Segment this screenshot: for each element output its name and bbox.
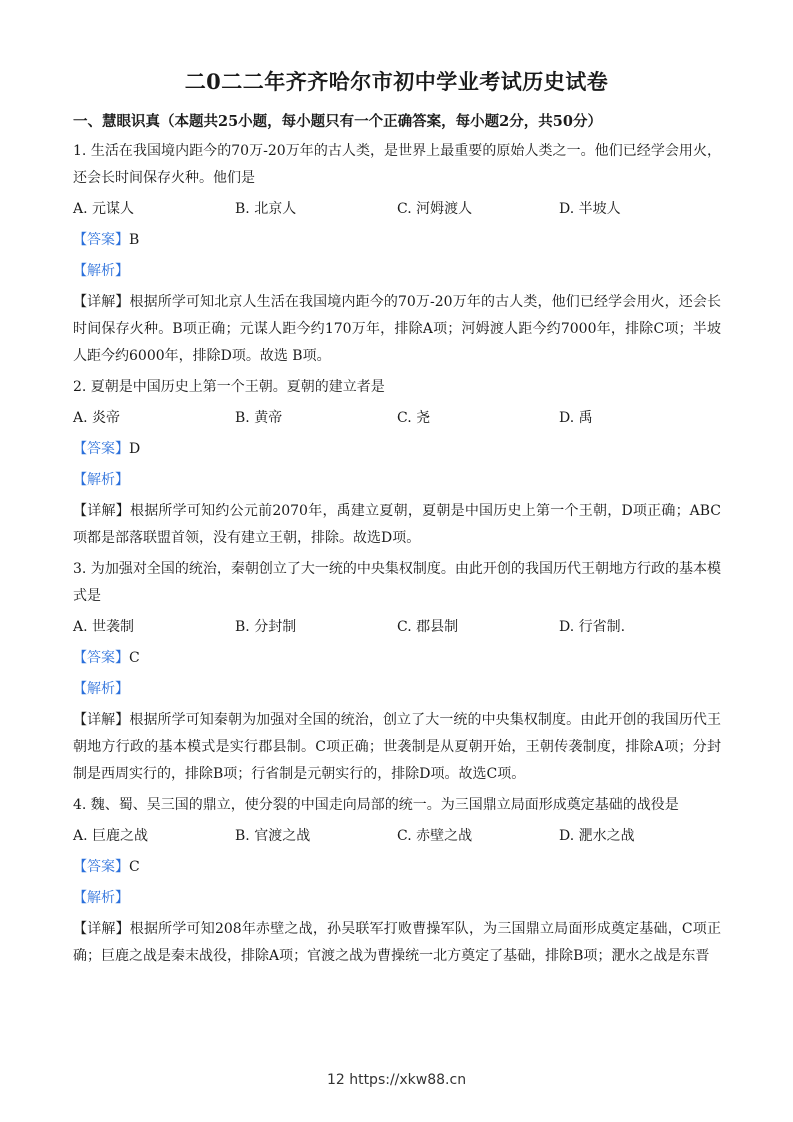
section-heading: 一、慧眼识真（本题共25小题，每小题只有一个正确答案，每小题2分，共50分） — [73, 113, 602, 130]
answer-value: C — [129, 650, 140, 666]
option-item: C. 河姆渡人 — [397, 201, 473, 217]
detail-label: 【详解】 — [73, 294, 130, 310]
answer-line — [73, 227, 721, 254]
question-block — [73, 556, 721, 788]
option-item: D. 禹 — [559, 410, 593, 426]
detail-paragraph — [73, 916, 721, 970]
question-stem: 3. 为加强对全国的统治，秦朝创立了大一统的中央集权制度。由此开创的我国历代王朝地方行政的基本模式是 — [73, 561, 721, 604]
option-item: A. 巨鹿之战 — [73, 828, 149, 844]
option-item: B. 黄帝 — [235, 410, 283, 426]
answer-label: 【答案】 — [73, 859, 129, 875]
detail-paragraph — [73, 289, 721, 370]
answer-line — [73, 854, 721, 881]
option-item: B. 官渡之战 — [235, 828, 311, 844]
question-stem: 4. 魏、蜀、吴三国的鼎立，使分裂的中国走向局部的统一。为三国鼎立局面形成奠定基础的战役是 — [73, 797, 679, 813]
analysis-label: 【解析】 — [73, 890, 129, 906]
questions-container — [73, 138, 721, 974]
options-row — [73, 405, 721, 432]
page-title: 二0二二年齐齐哈尔市初中学业考试历史试卷 — [184, 69, 609, 94]
question-block — [73, 374, 721, 552]
analysis-label: 【解析】 — [73, 472, 129, 488]
question-block — [73, 792, 721, 970]
option-item: A. 炎帝 — [73, 410, 121, 426]
options-row — [73, 196, 721, 223]
options-row — [73, 823, 721, 850]
analysis-label: 【解析】 — [73, 263, 129, 279]
option-item: A. 元谋人 — [73, 201, 135, 217]
answer-value: B — [129, 232, 140, 248]
detail-text: 根据所学可知秦朝为加强对全国的统治，创立了大一统的中央集权制度。由此开创的我国历代王朝地方行政的基本模式是实行郡县制。C项正确；世袭制是从夏朝开始，王朝传袭制度，排除A项；分封制是西周实行的，排除B项；行省制是元朝实行的，排除D项。故选C项。 — [73, 712, 722, 782]
question-block — [73, 138, 721, 370]
options-row — [73, 614, 721, 641]
option-item: B. 分封制 — [235, 619, 297, 635]
detail-label: 【详解】 — [73, 921, 130, 937]
analysis-line — [73, 676, 721, 703]
answer-line — [73, 436, 721, 463]
detail-text: 根据所学可知约公元前2070年，禹建立夏朝，夏朝是中国历史上第一个王朝，D项正确；ABC项都是部落联盟首领，没有建立王朝，排除。故选D项。 — [73, 503, 721, 546]
option-item: D. 行省制. — [559, 619, 626, 635]
option-item: C. 郡县制 — [397, 619, 459, 635]
detail-paragraph — [73, 498, 721, 552]
answer-value: C — [129, 859, 140, 875]
analysis-line — [73, 258, 721, 285]
detail-paragraph — [73, 707, 721, 788]
detail-label: 【详解】 — [73, 503, 130, 519]
page-footer: 12 https://xkw88.cn — [326, 1072, 467, 1088]
option-item: B. 北京人 — [235, 201, 297, 217]
answer-line — [73, 645, 721, 672]
analysis-label: 【解析】 — [73, 681, 129, 697]
option-item: D. 淝水之战 — [559, 828, 635, 844]
analysis-line — [73, 885, 721, 912]
option-item: A. 世袭制 — [73, 619, 135, 635]
answer-label: 【答案】 — [73, 232, 129, 248]
answer-label: 【答案】 — [73, 441, 129, 457]
analysis-line — [73, 467, 721, 494]
answer-value: D — [129, 441, 141, 457]
detail-text: 根据所学可知北京人生活在我国境内距今的70万-20万年的古人类，他们已经学会用火，还会长时间保存火种。B项正确；元谋人距今约170万年，排除A项；河姆渡人距今约7000年，排除C项；半坡人距今约6000年，排除D项。故选 B项。 — [73, 294, 722, 364]
detail-label: 【详解】 — [73, 712, 130, 728]
option-item: C. 赤壁之战 — [397, 828, 473, 844]
option-item: D. 半坡人 — [559, 201, 621, 217]
question-stem: 2. 夏朝是中国历史上第一个王朝。夏朝的建立者是 — [73, 379, 385, 395]
answer-label: 【答案】 — [73, 650, 129, 666]
question-stem: 1. 生活在我国境内距今的70万-20万年的古人类，是世界上最重要的原始人类之一。他们已经学会用火，还会长时间保存火种。他们是 — [73, 143, 721, 186]
option-item: C. 尧 — [397, 410, 431, 426]
detail-text: 根据所学可知208年赤壁之战，孙吴联军打败曹操军队，为三国鼎立局面形成奠定基础，C项正确；巨鹿之战是秦末战役，排除A项；官渡之战为曹操统一北方奠定了基础，排除B项；淝水之战是东晋 — [73, 921, 721, 964]
